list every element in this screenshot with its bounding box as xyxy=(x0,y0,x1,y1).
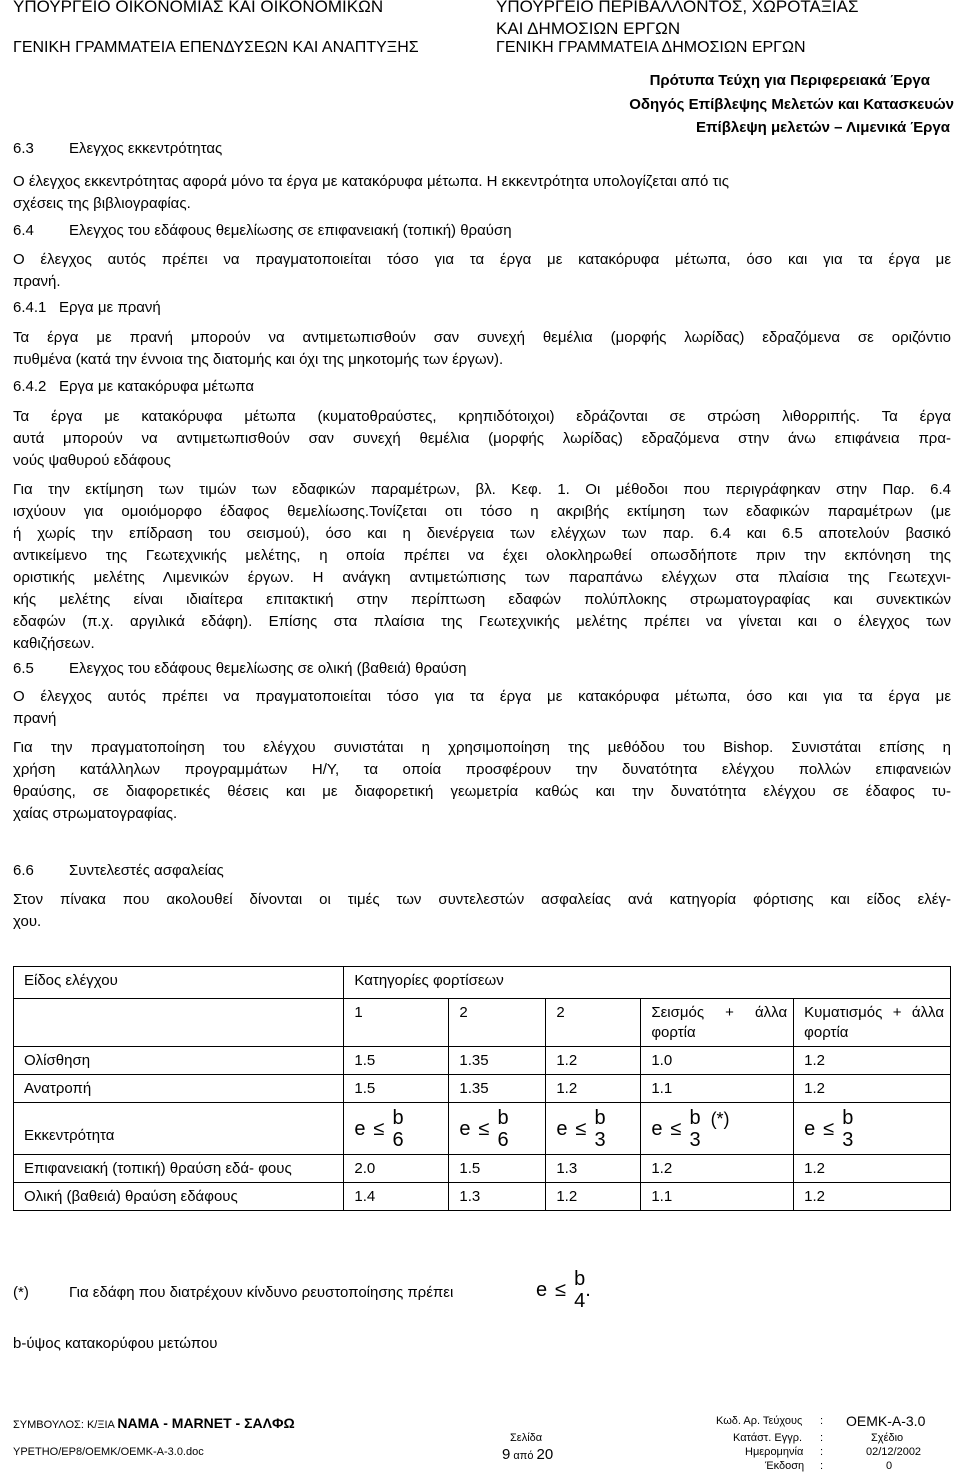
table-cell: 1.2 xyxy=(794,1183,951,1211)
section-6-4-1-paragraph xyxy=(13,327,951,371)
footnote-marker: (*) xyxy=(13,1284,29,1301)
section-6-6-paragraph xyxy=(13,889,951,933)
text-line: ισχύουν για ομοιόμορφο έδαφος θεμελίωσης.Τονίζεται οτι τόσο η ακριβής εκτίμηση των εδαφικών παραμέτρων (με xyxy=(13,503,951,520)
table-cell: 1.1 xyxy=(641,1075,794,1103)
table-cell-formula xyxy=(641,1103,794,1155)
table-cell-formula xyxy=(449,1103,546,1155)
table-subheader: Κυματισμός + άλλα φορτία xyxy=(794,999,951,1047)
section-6-4-heading xyxy=(13,222,512,239)
table-cell: 1.2 xyxy=(794,1075,951,1103)
formula-den: 4 xyxy=(574,1290,586,1312)
section-6-4-paragraph xyxy=(13,249,951,293)
table-subheader: 1 xyxy=(344,999,449,1047)
header-right-ministry-2: ΚΑΙ ΔΗΜΟΣΙΩΝ ΕΡΓΩΝ xyxy=(496,19,681,38)
table-row xyxy=(14,1155,951,1183)
colon: : xyxy=(820,1446,824,1458)
doc-title-line-3: Επίβλεψη μελετών – Λιμενικά Έργα xyxy=(696,119,950,136)
footnote-star xyxy=(13,1284,453,1301)
section-title: Ελεγχος εκκεντρότητας xyxy=(69,140,223,157)
table-cell: 1.2 xyxy=(794,1047,951,1075)
section-title: Ελεγχος του εδάφους θεμελίωσης σε επιφανειακή (τοπική) θραύση xyxy=(69,222,512,239)
formula-den: 6 xyxy=(392,1129,404,1151)
formula-den: 6 xyxy=(497,1129,509,1151)
formula-den: 3 xyxy=(594,1129,606,1151)
colon: : xyxy=(820,1460,824,1472)
table-cell: 1.3 xyxy=(546,1155,641,1183)
code-value: ΟΕΜΚ-Α-3.0 xyxy=(846,1413,926,1429)
text-line: σχέσεις της βιβλιογραφίας. xyxy=(13,195,191,212)
footer-file-path: ΥΡΕΤΗΟ/ΕΡ8/ΟΕΜΚ/ΟΕΜΚ-Α-3.0.doc xyxy=(13,1446,204,1458)
doc-title-line-2: Οδηγός Επίβλεψης Μελετών και Κατασκευών xyxy=(629,96,954,113)
text-line: χαίας στρωματογραφίας. xyxy=(13,805,178,822)
page-label: Σελίδα xyxy=(510,1432,543,1444)
text-line: ή χωρίς την επίδραση του σεισμού), όσο και η διενέργεια των ελέγχων των παρ. 6.4 και 6.5 αποτελούν βασικό xyxy=(13,525,951,542)
code-label: Κωδ. Αρ. Τεύχους xyxy=(716,1415,803,1427)
formula xyxy=(556,1107,605,1151)
section-title: Εργα με πρανή xyxy=(59,299,161,316)
formula-le: ≤ xyxy=(555,1278,567,1301)
text-line: εδαφών (π.χ. αργιλικά εδάφη). Επίσης στα πλαίσια της Γεωτεχνικής μελέτης πρέπει να γίνεται και ο έλεγχος των xyxy=(13,613,951,630)
text-line: Για την εκτίμηση των τιμών των εδαφικών παραμέτρων, βλ. Κεφ. 1. Οι μέθοδοι που περιγράφηκαν στην Παρ. 6.4 xyxy=(13,481,951,498)
table-subheader: Σεισμός + άλλα φορτία xyxy=(641,999,794,1047)
table-cell: 1.35 xyxy=(449,1047,546,1075)
safety-factors-table xyxy=(13,966,951,1211)
colon: : xyxy=(820,1432,824,1444)
table-cell: 1.5 xyxy=(344,1075,449,1103)
formula xyxy=(804,1107,853,1151)
table-cell: 1.2 xyxy=(546,1047,641,1075)
colon: : xyxy=(820,1415,824,1427)
footnote-text: Για εδάφη που διατρέχουν κίνδυνο ρευστοποίησης πρέπει xyxy=(69,1284,454,1301)
date-label: Ημερομηνία xyxy=(745,1446,804,1458)
formula-e: e xyxy=(651,1118,663,1140)
formula-num: b xyxy=(594,1107,606,1129)
table-cell: 1.2 xyxy=(546,1075,641,1103)
footnote-formula xyxy=(536,1268,591,1312)
section-title: Συντελεστές ασφαλείας xyxy=(69,862,224,879)
formula-den: 3 xyxy=(842,1129,854,1151)
table-col-header-check-type: Είδος ελέγχου xyxy=(14,967,344,999)
table-row xyxy=(14,1183,951,1211)
header-right-secretariat: ΓΕΝΙΚΗ ΓΡΑΜΜΑΤΕΙΑ ΔΗΜΟΣΙΩΝ ΕΡΓΩΝ xyxy=(496,39,806,56)
section-6-4-1-heading xyxy=(13,299,161,316)
formula-e: e xyxy=(354,1118,366,1140)
advisor-name: ΝΑΜΑ - ΜΑRΝΕΤ - ΣΑΛΦΩ xyxy=(117,1415,295,1431)
formula-den: 3 xyxy=(689,1129,701,1151)
formula xyxy=(459,1107,508,1151)
table-row xyxy=(14,1047,951,1075)
formula-e: e xyxy=(536,1278,548,1301)
date-value: 02/12/2002 xyxy=(866,1446,922,1458)
formula-dot: . xyxy=(585,1278,591,1301)
table-row xyxy=(14,1075,951,1103)
footer-advisor xyxy=(13,1415,295,1431)
formula-e: e xyxy=(459,1118,471,1140)
section-number: 6.5 xyxy=(13,660,34,677)
table-row-label: Εκκεντρότητα xyxy=(14,1103,344,1155)
table-cell: 2.0 xyxy=(344,1155,449,1183)
formula-e: e xyxy=(804,1118,816,1140)
table-subheader: 2 xyxy=(449,999,546,1047)
section-number: 6.3 xyxy=(13,140,34,157)
table-header-row xyxy=(14,967,951,999)
table-cell-formula xyxy=(344,1103,449,1155)
text-line: πυθμένα (κατά την έννοια της διατομής και όχι της μηκοτομής των έργων). xyxy=(13,351,504,368)
text-line: οριστικής μελέτης Λιμενικών έργων. Η ανάγκη αντιμετώπισης των παραπάνω ελέγχων στα πλαίσια της Γεωτεχνι- xyxy=(13,569,951,586)
formula-e: e xyxy=(556,1118,568,1140)
table-subheader: 2 xyxy=(546,999,641,1047)
header-right-ministry-1: ΥΠΟΥΡΓΕΙΟ ΠΕΡΙΒΑΛΛΟΝΤΟΣ, ΧΩΡΟΤΑΞΙΑΣ xyxy=(496,0,859,16)
text-line: πρανή xyxy=(13,710,57,727)
page-counter xyxy=(502,1446,553,1463)
formula xyxy=(354,1107,403,1151)
advisor-label: ΣΥΜΒΟΥΛΟΣ: Κ/ΞΙΑ xyxy=(13,1419,115,1431)
section-6-4-2-paragraph-2 xyxy=(13,479,951,655)
table-cell: 1.4 xyxy=(344,1183,449,1211)
section-number: 6.4.1 xyxy=(13,299,47,316)
text-line: πρανή. xyxy=(13,273,61,290)
footnote-marker: (*) xyxy=(710,1109,730,1129)
formula xyxy=(536,1268,591,1312)
formula-num: b xyxy=(392,1107,404,1129)
edition-label: Έκδοση xyxy=(765,1460,805,1472)
text-line: Ο έλεγχος εκκεντρότητας αφορά μόνο τα έργα με κατακόρυφα μέτωπα. Η εκκεντρότητα υπολογίζεται από τις xyxy=(13,173,729,190)
table-cell-empty xyxy=(14,999,344,1047)
table-cell: 1.35 xyxy=(449,1075,546,1103)
text-line: καθιζήσεων. xyxy=(13,635,95,652)
section-6-3-heading xyxy=(13,140,222,157)
formula xyxy=(651,1107,700,1151)
table-row-label: Ανατροπή xyxy=(14,1075,344,1103)
formula-le: ≤ xyxy=(575,1118,587,1140)
table-cell: 1.5 xyxy=(449,1155,546,1183)
text-line: χου. xyxy=(13,913,42,930)
section-number: 6.6 xyxy=(13,862,34,879)
table-col-header-load-categories: Κατηγορίες φορτίσεων xyxy=(344,967,951,999)
table-subheader-row xyxy=(14,999,951,1047)
text-line: Ο έλεγχος αυτός πρέπει να πραγματοποιείται τόσο για τα έργα με κατακόρυφα μέτωπα, όσο και για τα έργα με xyxy=(13,251,951,268)
b-definition: b-ύψος κατακορύφου μετώπου xyxy=(13,1335,218,1352)
text-line: Ο έλεγχος αυτός πρέπει να πραγματοποιείται τόσο για τα έργα με κατακόρυφα μέτωπα, όσο και για τα έργα με xyxy=(13,688,951,705)
section-number: 6.4 xyxy=(13,222,34,239)
text-line: χρήση κατάλληλων προγραμμάτων Η/Υ, τα οποία προσφέρουν την δυνατότητα ελέγχου πολλών επιφανειών xyxy=(13,761,951,778)
section-6-5-paragraph-2 xyxy=(13,737,951,825)
section-6-4-2-paragraph-1 xyxy=(13,406,951,472)
section-title: Ελεγχος του εδάφους θεμελίωσης σε ολική (βαθειά) θραύση xyxy=(69,660,467,677)
table-cell: 1.2 xyxy=(794,1155,951,1183)
text-line: νούς ψαθυρού εδάφους xyxy=(13,452,171,469)
text-line: θραύσης, σε διαφορετικές θέσεις και με διαφορετική γεωμετρία καθώς και την δυνατότητα ελέγχου σε έδαφος τυ- xyxy=(13,783,951,800)
text-line: αντικείμενο της Γεωτεχνικής μελέτης, η οποία πρέπει να έχει ολοκληρωθεί οπωσδήποτε πριν την εκπόνηση της xyxy=(13,547,951,564)
formula-num: b xyxy=(574,1268,586,1290)
section-6-5-paragraph-1 xyxy=(13,686,951,730)
formula-le: ≤ xyxy=(373,1118,385,1140)
section-6-6-heading xyxy=(13,862,224,879)
table-row-eccentricity xyxy=(14,1103,951,1155)
table-cell: 1.0 xyxy=(641,1047,794,1075)
table-cell: 1.5 xyxy=(344,1047,449,1075)
section-6-3-paragraph xyxy=(13,171,951,215)
table-cell: 1.2 xyxy=(546,1183,641,1211)
text-line: Για την πραγματοποίηση του ελέγχου συνιστάται η χρησιμοποίηση της μεθόδου του Bishop. Συνιστάται επίσης η xyxy=(13,739,951,756)
formula-le: ≤ xyxy=(670,1118,682,1140)
table-cell: 1.3 xyxy=(449,1183,546,1211)
table-cell: 1.2 xyxy=(641,1155,794,1183)
text-line: Τα έργα με πρανή μπορούν να αντιμετωπισθούν σαν συνεχή θεμέλια (μορφής λωρίδας) εδραζόμενα σε οριζόντιο xyxy=(13,329,951,346)
header-left-ministry: ΥΠΟΥΡΓΕΙΟ ΟΙΚΟΝΟΜΙΑΣ ΚΑΙ ΟΙΚΟΝΟΜΙΚΩΝ xyxy=(13,0,384,16)
page-of: από xyxy=(513,1450,534,1462)
page-total: 20 xyxy=(536,1446,554,1463)
table-cell-formula xyxy=(546,1103,641,1155)
page-number: 9 xyxy=(502,1446,511,1463)
edition-value: 0 xyxy=(886,1460,893,1472)
table-row-label: Ολίσθηση xyxy=(14,1047,344,1075)
section-6-4-2-heading xyxy=(13,378,254,395)
formula-num: b xyxy=(497,1107,509,1129)
section-title: Εργα με κατακόρυφα μέτωπα xyxy=(59,378,255,395)
status-label: Κατάστ. Εγγρ. xyxy=(733,1432,803,1444)
formula-num: b xyxy=(842,1107,854,1129)
text-line: αυτά μπορούν να αντιμετωπισθούν σαν συνεχή θεμέλια (μορφής λωρίδας) εδραζόμενα στην άνω επιφάνεια πρα- xyxy=(13,430,951,447)
doc-title-line-1: Πρότυπα Τεύχη για Περιφερειακά Έργα xyxy=(649,72,930,89)
header-left-secretariat: ΓΕΝΙΚΗ ΓΡΑΜΜΑΤΕΙΑ ΕΠΕΝΔΥΣΕΩΝ ΚΑΙ ΑΝΑΠΤΥΞΗΣ xyxy=(13,39,419,56)
section-6-5-heading xyxy=(13,660,466,677)
formula-le: ≤ xyxy=(478,1118,490,1140)
table-cell-formula xyxy=(794,1103,951,1155)
status-value: Σχέδιο xyxy=(871,1432,904,1444)
section-number: 6.4.2 xyxy=(13,378,47,395)
formula-le: ≤ xyxy=(823,1118,835,1140)
text-line: Στον πίνακα που ακολουθεί δίνονται οι τιμές των συντελεστών ασφαλείας ανά κατηγορία φόρτισης και είδος ελέγ- xyxy=(13,891,951,908)
table-row-label: Ολική (βαθειά) θραύση εδάφους xyxy=(14,1183,344,1211)
table-row-label: Επιφανειακή (τοπική) θραύση εδά- φους xyxy=(14,1155,344,1183)
formula-num: b xyxy=(689,1107,701,1129)
text-line: κής μελέτης είναι ιδιαίτερα επιτακτική στην περίπτωση εδαφών πολύπλοκης στρωματογραφίας και συνεκτικών xyxy=(13,591,951,608)
table-cell: 1.1 xyxy=(641,1183,794,1211)
text-line: Τα έργα με κατακόρυφα μέτωπα (κυματοθραύστες, κρηπιδότοιχοι) εδράζονται σε στρώση λιθορριπής. Τα έργα xyxy=(13,408,951,425)
